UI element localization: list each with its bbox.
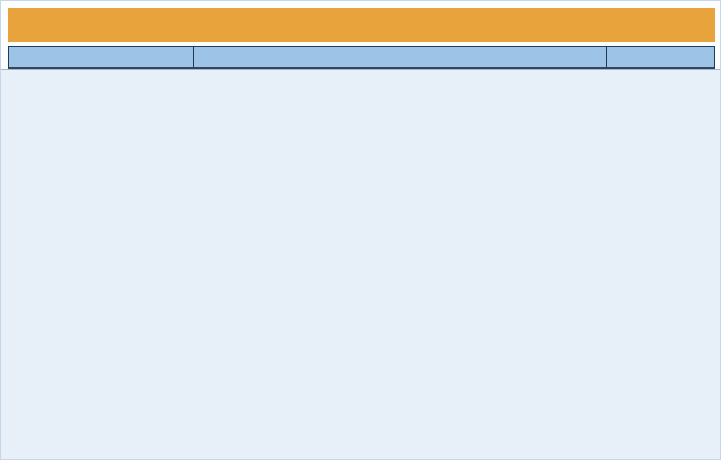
footer-notes — [1, 69, 720, 459]
title-bar — [8, 8, 715, 42]
header-cell-control-measures — [194, 47, 607, 67]
header-cell-person-category — [9, 47, 194, 67]
header-cell-sampling-requirements — [607, 47, 714, 67]
table-container — [1, 1, 720, 69]
table-header-row — [8, 46, 715, 68]
